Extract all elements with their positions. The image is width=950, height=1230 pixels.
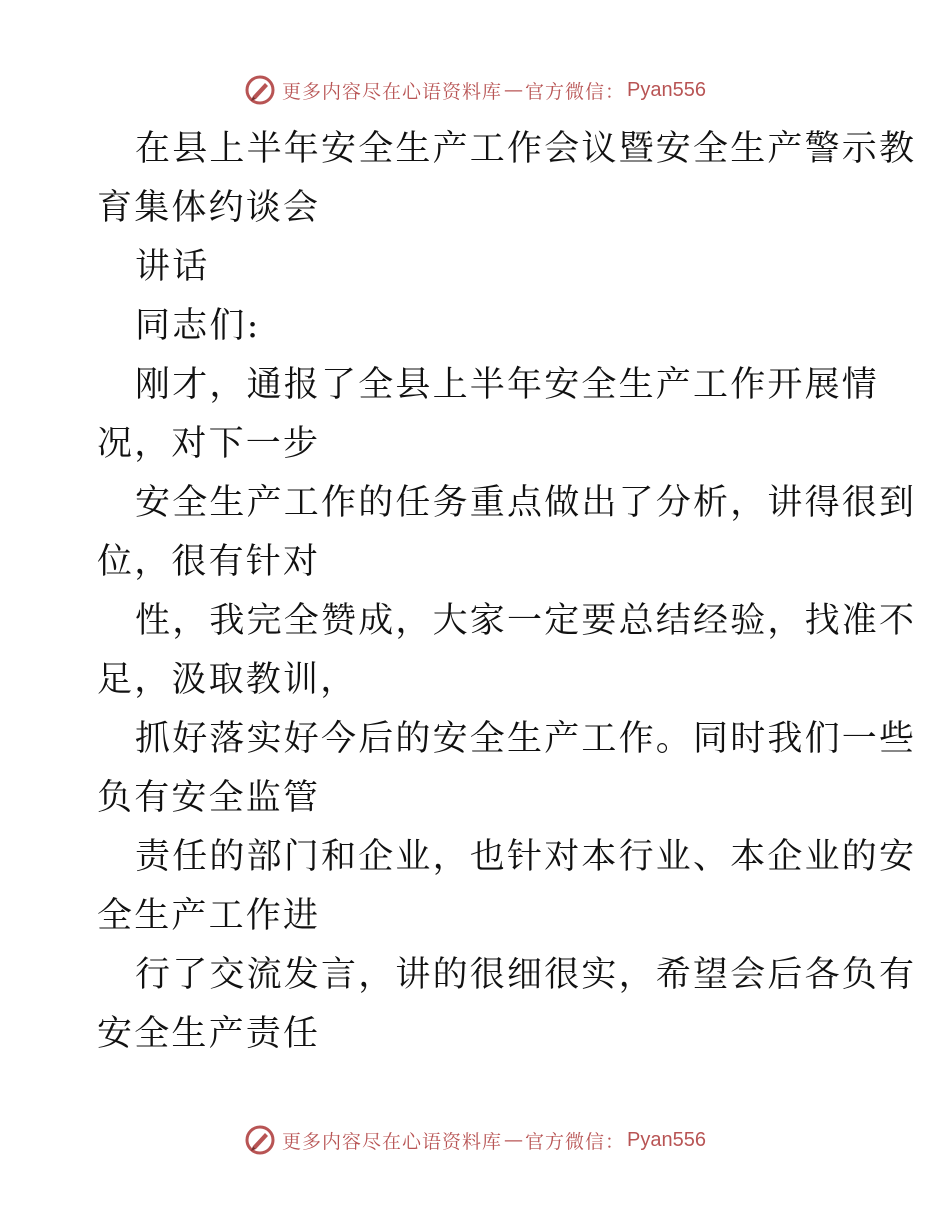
paragraph-line: 性，我完全赞成，大家一定要总结经验，找准不 [135,601,917,641]
watermark-separator: — [504,1129,524,1151]
document-body [97,120,917,1064]
paragraph-line: 责任的部门和企业，也针对本行业、本企业的安 [135,837,917,877]
paragraph [97,356,880,474]
paragraph [97,828,917,946]
paragraph-line: 抓好落实好今后的安全生产工作。同时我们一些 [135,719,917,759]
watermark-label: 官方微信： [525,1130,626,1153]
paragraph-title [97,120,917,238]
paragraph-line: 在县上半年安全生产工作会议暨安全生产警示教 [135,129,917,169]
paragraph-line: 刚才，通报了全县上半年安全生产工作开展情 [135,365,880,405]
paragraph-line: 足，汲取教训， [97,660,358,700]
watermark-separator: — [504,79,524,101]
watermark-label: 官方微信： [525,80,626,103]
paragraph-salutation [97,297,857,356]
watermark-header [0,70,950,110]
watermark-footer [0,1120,950,1160]
paragraph-line: 讲话 [135,247,210,287]
paragraph [97,710,917,828]
watermark-text: 更多内容尽在心语资料库 [282,80,503,103]
paragraph-line: 安全生产责任 [97,1014,321,1054]
paragraph-line: 位，很有针对 [97,542,321,582]
paragraph-line: 育集体约谈会 [97,188,321,228]
paragraph-line: 负有安全监管 [97,778,321,818]
pen-logo-icon [244,1124,276,1156]
paragraph-line: 行了交流发言，讲的很细很实，希望会后各负有 [135,955,917,995]
paragraph [97,474,917,592]
paragraph-line: 同志们: [135,306,261,346]
paragraph [97,592,917,710]
paragraph-subtitle [97,238,857,297]
watermark-text: 更多内容尽在心语资料库 [282,1130,503,1153]
paragraph-line: 安全生产工作的任务重点做出了分析，讲得很到 [135,483,917,523]
paragraph-line: 全生产工作进 [97,896,321,936]
pen-logo-icon [244,74,276,106]
paragraph [97,946,917,1064]
watermark-wechat-id: Pyan556 [627,78,706,101]
watermark-wechat-id: Pyan556 [627,1128,706,1151]
paragraph-line: 况，对下一步 [97,424,321,464]
